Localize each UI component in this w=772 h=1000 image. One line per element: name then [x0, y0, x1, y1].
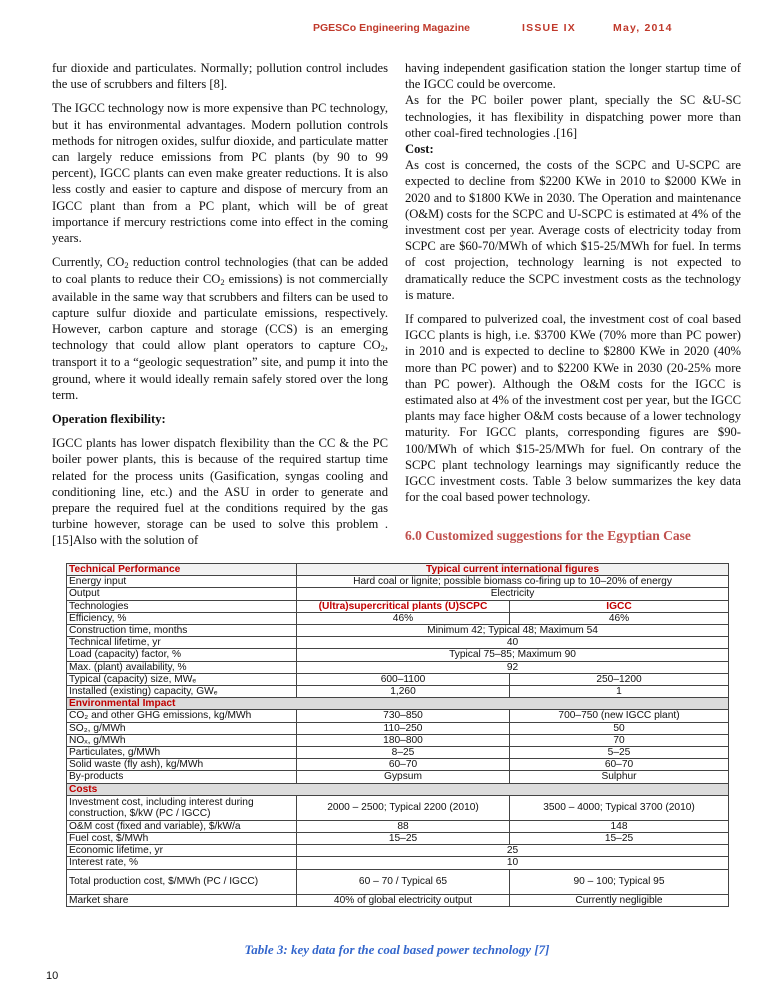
table-cell: Typical 75–85; Maximum 90	[297, 649, 729, 661]
table-cell: Hard coal or lignite; possible biomass co-firing up to 10–20% of energy	[297, 576, 729, 588]
table-cell: 40	[297, 637, 729, 649]
paragraph: The IGCC technology now is more expensive than PC technology, but it has environmental advantages. Modern pollution controls methods for nitrogen oxides, sulfur dioxide, and particulate matter can largely reduce emissions from PC plants (by 90 to 99 percent), IGCC plants can even make greater reductions. It is also less costly and easier to capture and dispose of mercury from an IGCC plant than from a PC plant, which will be of great importance if mercury restrictions come into effect in the coming years.	[52, 101, 388, 246]
table-cell: CO₂ and other GHG emissions, kg/MWh	[67, 710, 297, 722]
table-cell: Investment cost, including interest during construction, $/kW (PC / IGCC)	[67, 795, 297, 820]
table-cell: Currently negligible	[510, 894, 729, 906]
table-cell: 5–25	[510, 747, 729, 759]
table-cell: Technical lifetime, yr	[67, 637, 297, 649]
table-header-value: Typical current international figures	[297, 564, 729, 576]
table-cell: O&M cost (fixed and variable), $/kW/a	[67, 820, 297, 832]
table-section-environmental: Environmental Impact	[67, 698, 729, 710]
table-cell: 2000 – 2500; Typical 2200 (2010)	[297, 795, 510, 820]
table-cell: Efficiency, %	[67, 612, 297, 624]
paragraph: As for the PC boiler power plant, specially the SC &U-SC technologies, it has flexibility in dispatching power more than other coal-fired technologies .[16]	[405, 93, 741, 140]
table-cell: 730–850	[297, 710, 510, 722]
table-cell: 88	[297, 820, 510, 832]
table-cell: Max. (plant) availability, %	[67, 661, 297, 673]
table-cell: Energy input	[67, 576, 297, 588]
paragraph: having independent gasification station the longer startup time of the IGCC could be overcome.	[405, 61, 741, 92]
table-caption: Table 3: key data for the coal based power technology [7]	[244, 942, 550, 957]
table-cell: Load (capacity) factor, %	[67, 649, 297, 661]
table-cell: Market share	[67, 894, 297, 906]
table-cell: 3500 – 4000; Typical 3700 (2010)	[510, 795, 729, 820]
section-heading: 6.0 Customized suggestions for the Egyptian Case	[405, 528, 691, 543]
table-cell: Installed (existing) capacity, GWₑ	[67, 686, 297, 698]
table-cell: Construction time, months	[67, 625, 297, 637]
table-cell: Economic lifetime, yr	[67, 845, 297, 857]
table-cell: Typical (capacity) size, MWₑ	[67, 673, 297, 685]
table-section-costs: Costs	[67, 783, 729, 795]
table-cell: 40% of global electricity output	[297, 894, 510, 906]
table-cell: Particulates, g/MWh	[67, 747, 297, 759]
table-cell: Fuel cost, $/MWh	[67, 833, 297, 845]
subheading-cost: Cost:	[405, 142, 434, 157]
paragraph: If compared to pulverized coal, the investment cost of coal based IGCC plants is high, i.e. $3700 KWe (70% more than PC power) in 2010 and is expected to decline to $2800 KWe in 2020 (40% more than PC power) and to $2200 KWe in 2030 (20-25% more than PC power). Although the O&M costs for the IGCC is estimated also at 4% of the investment cost per year, but the IGCC plants may face higher O&M costs because of a lower technology maturity. For IGCC plants, corresponding figures are $90-100/MWh of which $15-25/MWh for fuel. On contrary of the SCPC plant technology learnings may significantly reduce the IGCC investment costs. Table 3 below summarizes the key data for the coal based power technology.	[405, 312, 741, 505]
left-column	[52, 60, 388, 549]
table-cell: 50	[510, 722, 729, 734]
table-cell: 148	[510, 820, 729, 832]
table-cell: By-products	[67, 771, 297, 783]
table-cell: 46%	[297, 612, 510, 624]
paragraph: fur dioxide and particulates. Normally; pollution control includes the use of scrubbers and filters [8].	[52, 61, 388, 92]
paragraph-co2: Currently, CO2 reduction control technologies (that can be added to coal plants to reduce their CO2 emissions) is not commercially available in the same way that scrubbers and filters can be used to capture sulfur dioxide and particulate emissions, respectively. However, carbon capture and storage (CCS) is an emerging technology that could allow plant operators to capture CO2, transport it to a “geologic sequestration” site, and pump it into the ground, where it would ideally remain safely stored over the long term.	[52, 255, 389, 402]
table-cell: Technologies	[67, 600, 297, 612]
table-cell: IGCC	[510, 600, 729, 612]
table-cell: 46%	[510, 612, 729, 624]
table-cell: 70	[510, 734, 729, 746]
issue-label: ISSUE IX	[522, 22, 576, 34]
table-cell: 8–25	[297, 747, 510, 759]
right-column	[405, 60, 741, 505]
table-cell: Gypsum	[297, 771, 510, 783]
paragraph: IGCC plants has lower dispatch flexibility than the CC & the PC boiler power plants, this is because of the required startup time related for the process units (Gasification, syngas cooling and conditioning line, etc.) and the ASU in order to generate and prepare the required fuel at the conditions required by the gas turbine however, storage can be used to solve this problem .[15]Also with the solution of	[52, 436, 388, 548]
table-cell: 90 – 100; Typical 95	[510, 869, 729, 894]
table-cell: SO₂, g/MWh	[67, 722, 297, 734]
key-data-table	[66, 563, 729, 907]
table-cell: Total production cost, $/MWh (PC / IGCC)	[67, 869, 297, 894]
table-cell: Electricity	[297, 588, 729, 600]
magazine-title: PGESCo Engineering Magazine	[313, 22, 470, 34]
issue-date: May, 2014	[613, 22, 673, 34]
table-cell: 60 – 70 / Typical 65	[297, 869, 510, 894]
table-cell: Output	[67, 588, 297, 600]
table-cell: 1,260	[297, 686, 510, 698]
subheading-operation-flexibility: Operation flexibility:	[52, 412, 166, 427]
page-header	[0, 22, 772, 38]
table-cell: 15–25	[510, 833, 729, 845]
table-cell: 60–70	[297, 759, 510, 771]
page-number: 10	[46, 970, 59, 982]
table-cell: Minimum 42; Typical 48; Maximum 54	[297, 625, 729, 637]
table-cell: 92	[297, 661, 729, 673]
table-cell: Interest rate, %	[67, 857, 297, 869]
table-cell: 110–250	[297, 722, 510, 734]
table-cell: NOₓ, g/MWh	[67, 734, 297, 746]
table-cell: 600–1100	[297, 673, 510, 685]
table-cell: 1	[510, 686, 729, 698]
table-cell: Sulphur	[510, 771, 729, 783]
table-cell: 180–800	[297, 734, 510, 746]
table-cell: 60–70	[510, 759, 729, 771]
paragraph: As cost is concerned, the costs of the SCPC and U-SCPC are expected to decline from $2200 KWe in 2010 to $2000 KWe in 2020 and to $1800 KWe in 2030. The Operation and maintenance (O&M) costs for the SCPC and U-SCPC is estimated at 4% of the investment cost per year. Average costs of electricity today from SCPC are $60-70/MWh of which $15-25/MWh for fuel. In terms of cost projection, technology learning is not expected to dramatically reduce the SCPC investment costs as the technology is mature.	[405, 158, 741, 302]
table-cell: Solid waste (fly ash), kg/MWh	[67, 759, 297, 771]
table-cell: 700–750 (new IGCC plant)	[510, 710, 729, 722]
table-cell: 15–25	[297, 833, 510, 845]
table-cell: 250–1200	[510, 673, 729, 685]
table-cell: 10	[297, 857, 729, 869]
table-cell: 25	[297, 845, 729, 857]
table-header-label: Technical Performance	[67, 564, 297, 576]
table-cell: (Ultra)supercritical plants (U)SCPC	[297, 600, 510, 612]
